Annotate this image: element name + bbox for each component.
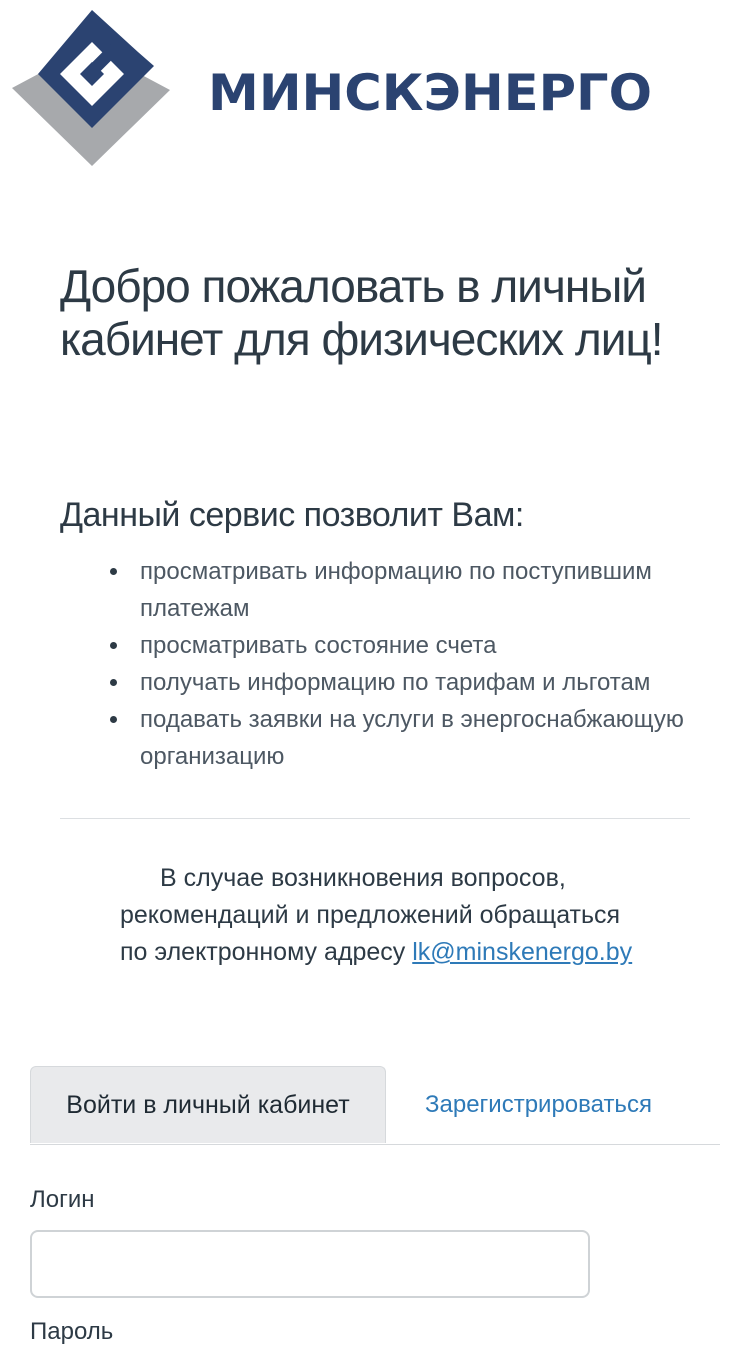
features-list (140, 553, 715, 775)
list-item (140, 701, 715, 775)
login-input[interactable] (30, 1230, 590, 1298)
brand-wordmark (208, 56, 678, 126)
bullet-icon (110, 716, 117, 723)
email-link[interactable]: lk@minskenergo.by (412, 938, 633, 966)
auth-tabs (30, 1066, 720, 1145)
contact-text: В случае возникновения вопросов, рекомендаций и предложений обращаться по электронному адресу (120, 864, 621, 966)
tab-register[interactable]: Зарегистрироваться (425, 1091, 652, 1118)
contact-note (120, 860, 640, 971)
feature-text: получать информацию по тарифам и льготам (140, 669, 651, 696)
login-label: Логин (30, 1186, 95, 1213)
bullet-icon (110, 642, 117, 649)
feature-text: просматривать информацию по поступившим платежам (140, 558, 652, 622)
feature-text: просматривать состояние счета (140, 632, 497, 659)
bullet-icon (110, 568, 117, 575)
list-item (140, 627, 715, 664)
header (0, 0, 750, 180)
divider (60, 818, 690, 819)
brand-wordmark-text: МИНСКЭНЕРГО (208, 64, 652, 122)
minskenergo-logo-icon (10, 8, 175, 173)
feature-text: подавать заявки на услуги в энергоснабжающую организацию (140, 706, 684, 770)
list-item (140, 553, 715, 627)
service-title: Данный сервис позволит Вам: (60, 496, 524, 534)
welcome-title: Добро пожаловать в личный кабинет для физических лиц! (60, 260, 663, 365)
list-item (140, 664, 715, 701)
password-label: Пароль (30, 1318, 114, 1345)
bullet-icon (110, 679, 117, 686)
tab-login[interactable]: Войти в личный кабинет (30, 1066, 386, 1143)
